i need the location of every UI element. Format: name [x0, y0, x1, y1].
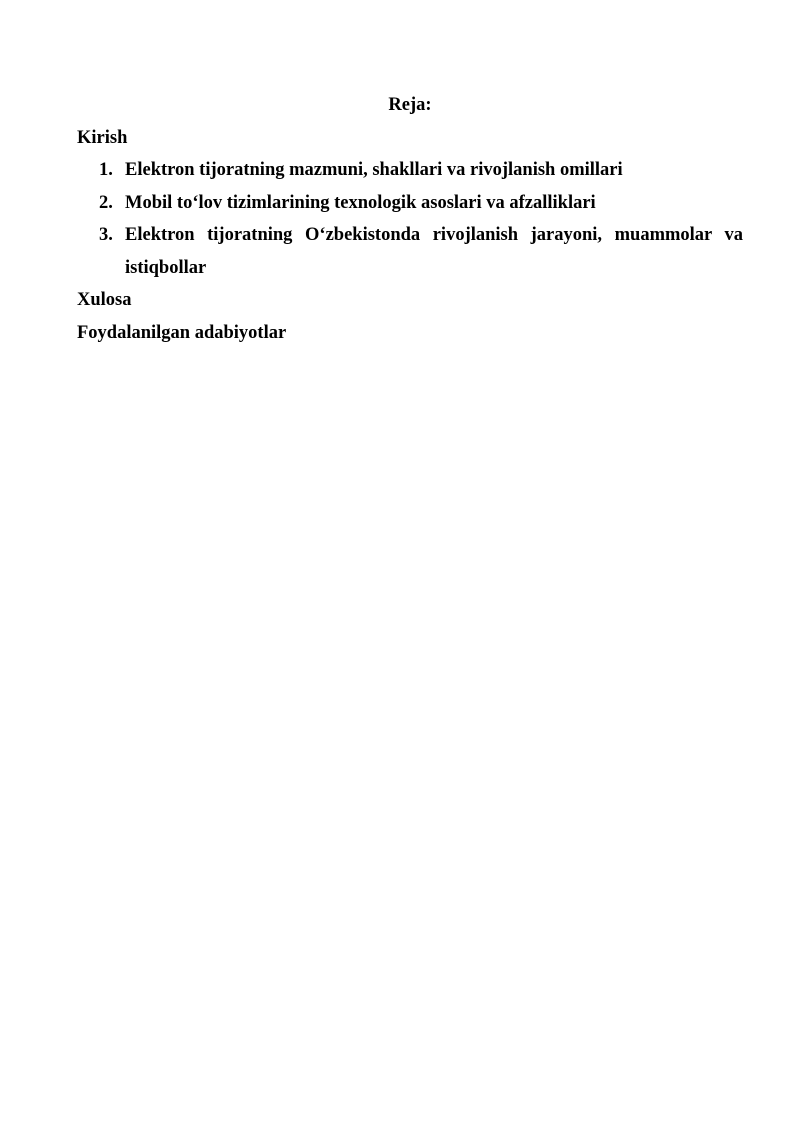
intro-heading: Kirish — [77, 127, 128, 148]
plan-item-1 — [77, 154, 743, 187]
plan-content — [77, 89, 743, 349]
plan-item-text: Elektron tijoratning mazmuni, shakllari va rivojlanish omillari — [125, 160, 623, 180]
plan-item-text: Elektron tijoratning O‘zbekistonda rivojlanish jarayoni, muammolar va istiqbollar — [125, 225, 743, 278]
plan-list — [77, 154, 743, 284]
plan-item-text: Mobil to‘lov tizimlarining texnologik asoslari va afzalliklari — [125, 192, 596, 213]
plan-title: Reja: — [388, 95, 432, 115]
plan-item-number: 3. — [99, 225, 113, 245]
plan-item-3 — [77, 219, 743, 284]
conclusion-heading: Xulosa — [77, 290, 132, 310]
plan-item-2 — [77, 187, 743, 220]
plan-item-number: 1. — [99, 160, 113, 180]
plan-item-number: 2. — [99, 192, 113, 213]
references-heading: Foydalanilgan adabiyotlar — [77, 322, 287, 343]
